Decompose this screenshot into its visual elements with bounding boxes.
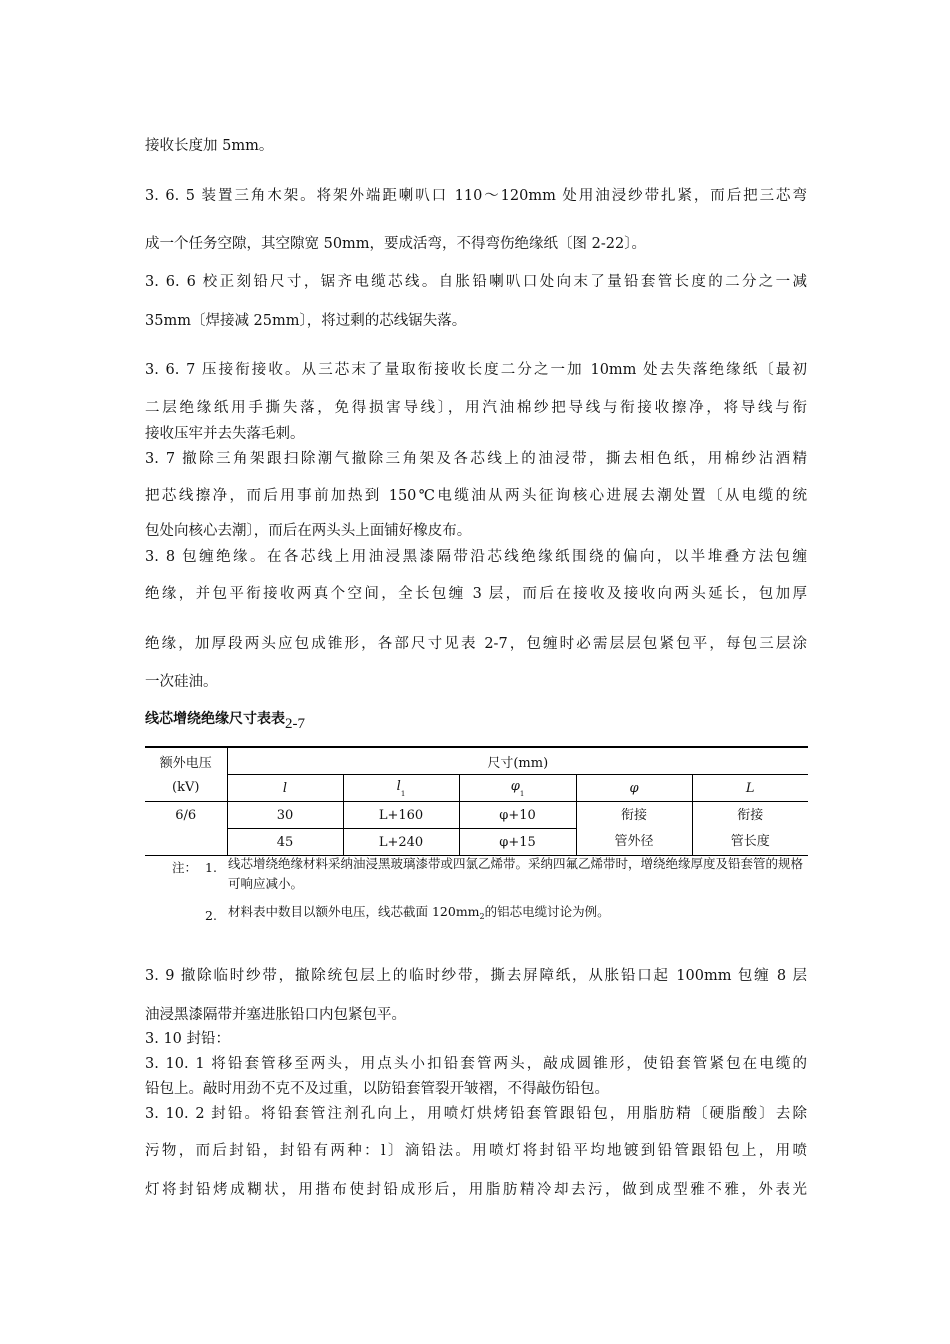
note-subscript: 2 (479, 912, 485, 921)
cell-l1: L+160 (343, 802, 459, 829)
cell-voltage: 6/6 (175, 807, 197, 823)
header-col-l1 (343, 775, 459, 802)
paragraph-line: 3. 10. 2 封铅。将铅套管注剂孔向上，用喷灯烘烤铅套管跟铅包，用脂肪精〔硬脂酸〕去除 (145, 1106, 807, 1122)
paragraph-line: 绝缘，加厚段两头应包成锥形，各部尺寸见表 2-7，包缠时必需层层包紧包平，每包三层涂 (145, 636, 807, 652)
note-number: 1. (205, 860, 217, 875)
paragraph-line: 二层绝缘纸用手撕失落，免得损害导线〕，用汽油棉纱把导线与衔接收擦净，将导线与衔 (145, 400, 807, 416)
table-subheader-row (145, 775, 808, 802)
cell-L-line1: 衔接 (737, 807, 764, 823)
paragraph-line: 灯将封铅烤成糊状，用揩布使封铅成形后，用脂肪精冷却去污，做到成型雅不雅，外表光 (145, 1182, 807, 1198)
header-col-phi1 (459, 775, 576, 802)
table-caption-text: 线芯增绕绝缘尺寸表表 (145, 711, 285, 727)
header-voltage-unit: (kV) (145, 775, 227, 802)
header-col-phi1-symbol: φ (510, 778, 520, 794)
cell-L-merged (692, 802, 808, 856)
cell-l1: L+240 (343, 829, 459, 856)
note-text-part: 材料表中数目以额外电压，线芯截面 120mm (228, 904, 480, 919)
paragraph-line: 3. 6. 6 校正刻铅尺寸，锯齐电缆芯线。自胀铅喇叭口处向末了量铅套管长度的二分之一减 (145, 274, 807, 290)
table-caption (145, 708, 305, 732)
paragraph-line: 接收压牢并去失落毛刺。 (145, 426, 305, 442)
table-header-row (145, 747, 808, 775)
paragraph-line: 污物，而后封铅，封铅有两种：l〕滴铅法。用喷灯将封铅平均地镀到铅管跟铅包上，用喷 (145, 1143, 807, 1159)
paragraph-line: 3. 6. 5 装置三角木架。将架外端距喇叭口 110～120mm 处用油浸纱带扎紧，而后把三芯弯 (145, 188, 807, 204)
paragraph-line: 包处向核心去潮〕，而后在两头头上面铺好橡皮布。 (145, 523, 472, 539)
header-voltage: 额外电压 (145, 747, 227, 775)
paragraph-line: 35mm〔焊接减 25mm〕，将过剩的芯线锯失落。 (145, 313, 467, 329)
header-col-l1-sub: 1 (400, 789, 406, 798)
header-col-L: L (692, 775, 808, 802)
cell-phi-merged (576, 802, 692, 856)
cell-phi1: φ+15 (459, 829, 576, 856)
cell-l: 30 (227, 802, 343, 829)
note-text (228, 902, 610, 927)
header-col-phi1-sub: 1 (519, 789, 525, 798)
paragraph-line: 铅包上。敲时用劲不克不及过重，以防铅套管裂开皱褶，不得敲伤铅包。 (145, 1081, 609, 1097)
note-text-part: 的铝芯电缆讨论为例。 (484, 904, 610, 919)
note-label: 注： (172, 860, 198, 875)
paragraph-line: 一次硅油。 (145, 674, 218, 690)
paragraph-line: 3. 10. 1 将铅套管移至两头，用点头小扣铅套管两头，敲成圆锥形，使铅套管紧包在电缆的 (145, 1056, 807, 1072)
cell-l: 45 (227, 829, 343, 856)
paragraph-line: 3. 7 撤除三角架跟扫除潮气撤除三角架及各芯线上的油浸带，撕去相色纸，用棉纱沾酒精 (145, 451, 807, 467)
cell-phi-line1: 衔接 (620, 807, 647, 823)
paragraph-line: 绝缘，并包平衔接收两真个空间，全长包缠 3 层，而后在接收及接收向两头延长，包加厚 (145, 586, 807, 602)
paragraph-line: 油浸黑漆隔带并塞进胀铅口内包紧包平。 (145, 1007, 406, 1023)
note-number: 2. (205, 908, 217, 923)
header-col-l1-symbol: l (396, 778, 401, 794)
header-col-l: l (227, 775, 343, 802)
note-text: 线芯增绕绝缘材料采纳油浸黑玻璃漆带或四氯乙烯带。采纳四氟乙烯带时，增绕绝缘厚度及铅套管的规格可响应减小。 (228, 856, 804, 891)
cell-phi-line2: 管外径 (614, 833, 654, 849)
header-size: 尺寸(mm) (227, 747, 808, 775)
paragraph-line: 接收长度加 5mm。 (145, 138, 274, 154)
paragraph-line: 3. 9 撤除临时纱带，撤除统包层上的临时纱带，撕去屏障纸，从胀铅口起 100mm 包缠 8 层 (145, 968, 807, 984)
cell-voltage-empty (145, 829, 227, 856)
insulation-size-table (145, 746, 808, 856)
paragraph-line: 成一个任务空隙，其空隙宽 50mm，要成活弯，不得弯伤绝缘纸〔图 2-22〕。 (145, 236, 646, 252)
table-row (145, 802, 808, 829)
cell-phi1: φ+10 (459, 802, 576, 829)
header-col-phi: φ (576, 775, 692, 802)
paragraph-line: 3. 6. 7 压接衔接收。从三芯末了量取衔接收长度二分之一加 10mm 处去失落绝缘纸〔最初 (145, 362, 807, 378)
table-number: 2-7 (285, 716, 305, 732)
paragraph-line: 3. 10 封铅： (145, 1031, 231, 1047)
cell-L-line2: 管长度 (730, 833, 770, 849)
paragraph-line: 3. 8 包缠绝缘。在各芯线上用油浸黑漆隔带沿芯线绝缘纸围绕的偏向，以半堆叠方法包缠 (145, 549, 807, 565)
paragraph-line: 把芯线擦净，而后用事前加热到 150℃电缆油从两头征询核心进展去潮处置〔从电缆的统 (145, 488, 807, 504)
